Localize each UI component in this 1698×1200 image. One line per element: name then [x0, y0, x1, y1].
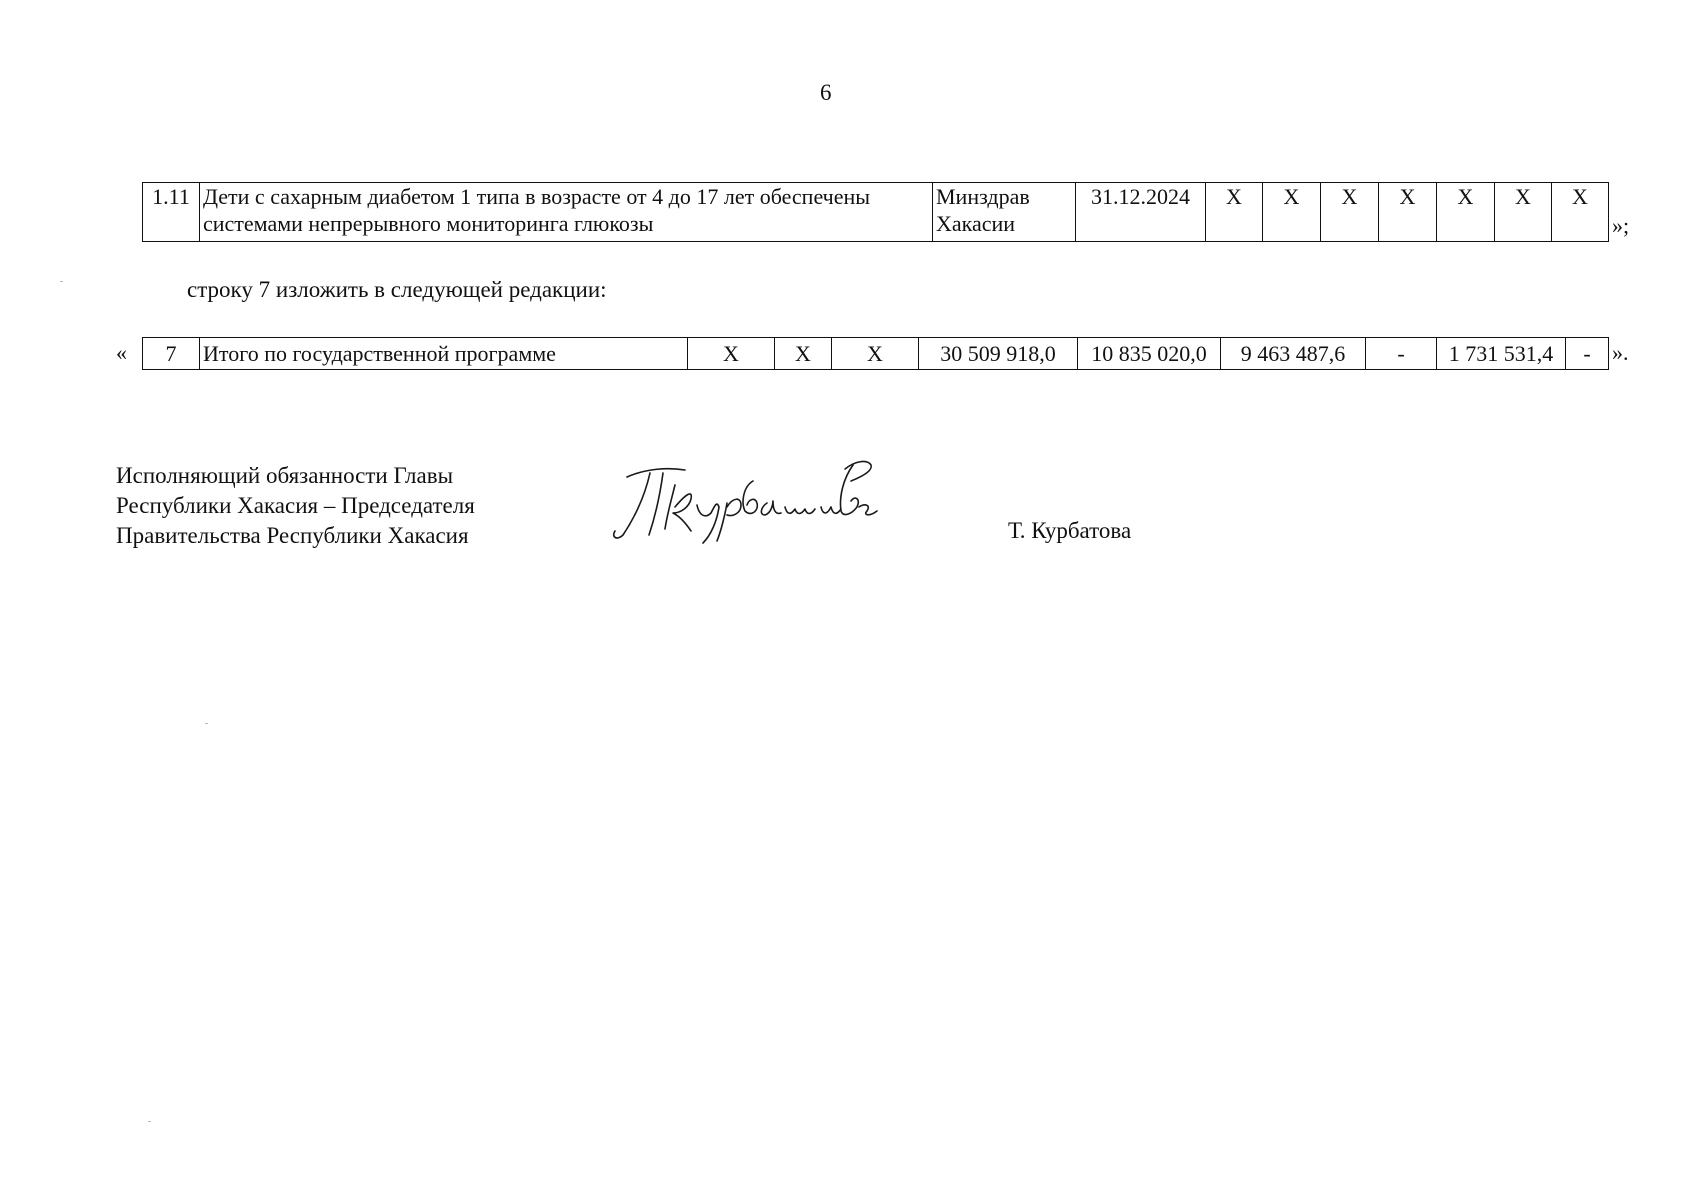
value-cell: 10 835 020,0 — [1078, 338, 1221, 370]
value-cell: 30 509 918,0 — [919, 338, 1078, 370]
opening-quote-2: « — [116, 340, 127, 365]
instruction-text: строку 7 изложить в следующей редакции: — [187, 277, 607, 302]
scan-speck — [148, 1121, 151, 1122]
closing-quote-1: »; — [1612, 213, 1630, 238]
scan-speck — [60, 281, 63, 282]
mark-cell: X — [688, 338, 775, 370]
position-line: Правительства Республики Хакасия — [116, 523, 469, 548]
value-cell: - — [1366, 338, 1437, 370]
page-number: 6 — [820, 80, 832, 105]
row-date-cell: 31.12.2024 — [1076, 183, 1206, 242]
value-cell: 1 731 531,4 — [1437, 338, 1566, 370]
mark-cell: X — [1206, 183, 1263, 242]
mark-cell: X — [1379, 183, 1437, 242]
position-line: Республики Хакасия – Председателя — [116, 493, 475, 518]
mark-cell: X — [1552, 183, 1609, 242]
program-table-row-1-11 — [142, 182, 1609, 242]
position-line: Исполняющий обязанности Главы — [116, 463, 454, 488]
closing-quote-2: ». — [1612, 340, 1629, 365]
scan-speck — [205, 723, 208, 724]
row-executor-cell: Минздрав Хакасии — [933, 183, 1076, 242]
value-cell: - — [1566, 338, 1609, 370]
program-table-row-7 — [142, 337, 1609, 370]
mark-cell: X — [1321, 183, 1379, 242]
row-description-cell: Дети с сахарным диабетом 1 типа в возрасте от 4 до 17 лет обеспечены системами непрерывного мониторинга глюкозы — [200, 183, 933, 242]
row-number-cell: 1.11 — [143, 183, 200, 242]
mark-cell: X — [1495, 183, 1552, 242]
mark-cell: X — [832, 338, 919, 370]
signatory-name: Т. Курбатова — [1008, 518, 1132, 543]
table-row — [143, 338, 1609, 370]
mark-cell: X — [775, 338, 832, 370]
handwritten-signature — [605, 455, 895, 545]
row-label-cell: Итого по государственной программе — [200, 338, 688, 370]
mark-cell: X — [1437, 183, 1495, 242]
table-row — [143, 183, 1609, 242]
value-cell: 9 463 487,6 — [1221, 338, 1366, 370]
signatory-position — [116, 461, 475, 551]
mark-cell: X — [1263, 183, 1321, 242]
row-number-cell: 7 — [143, 338, 200, 370]
